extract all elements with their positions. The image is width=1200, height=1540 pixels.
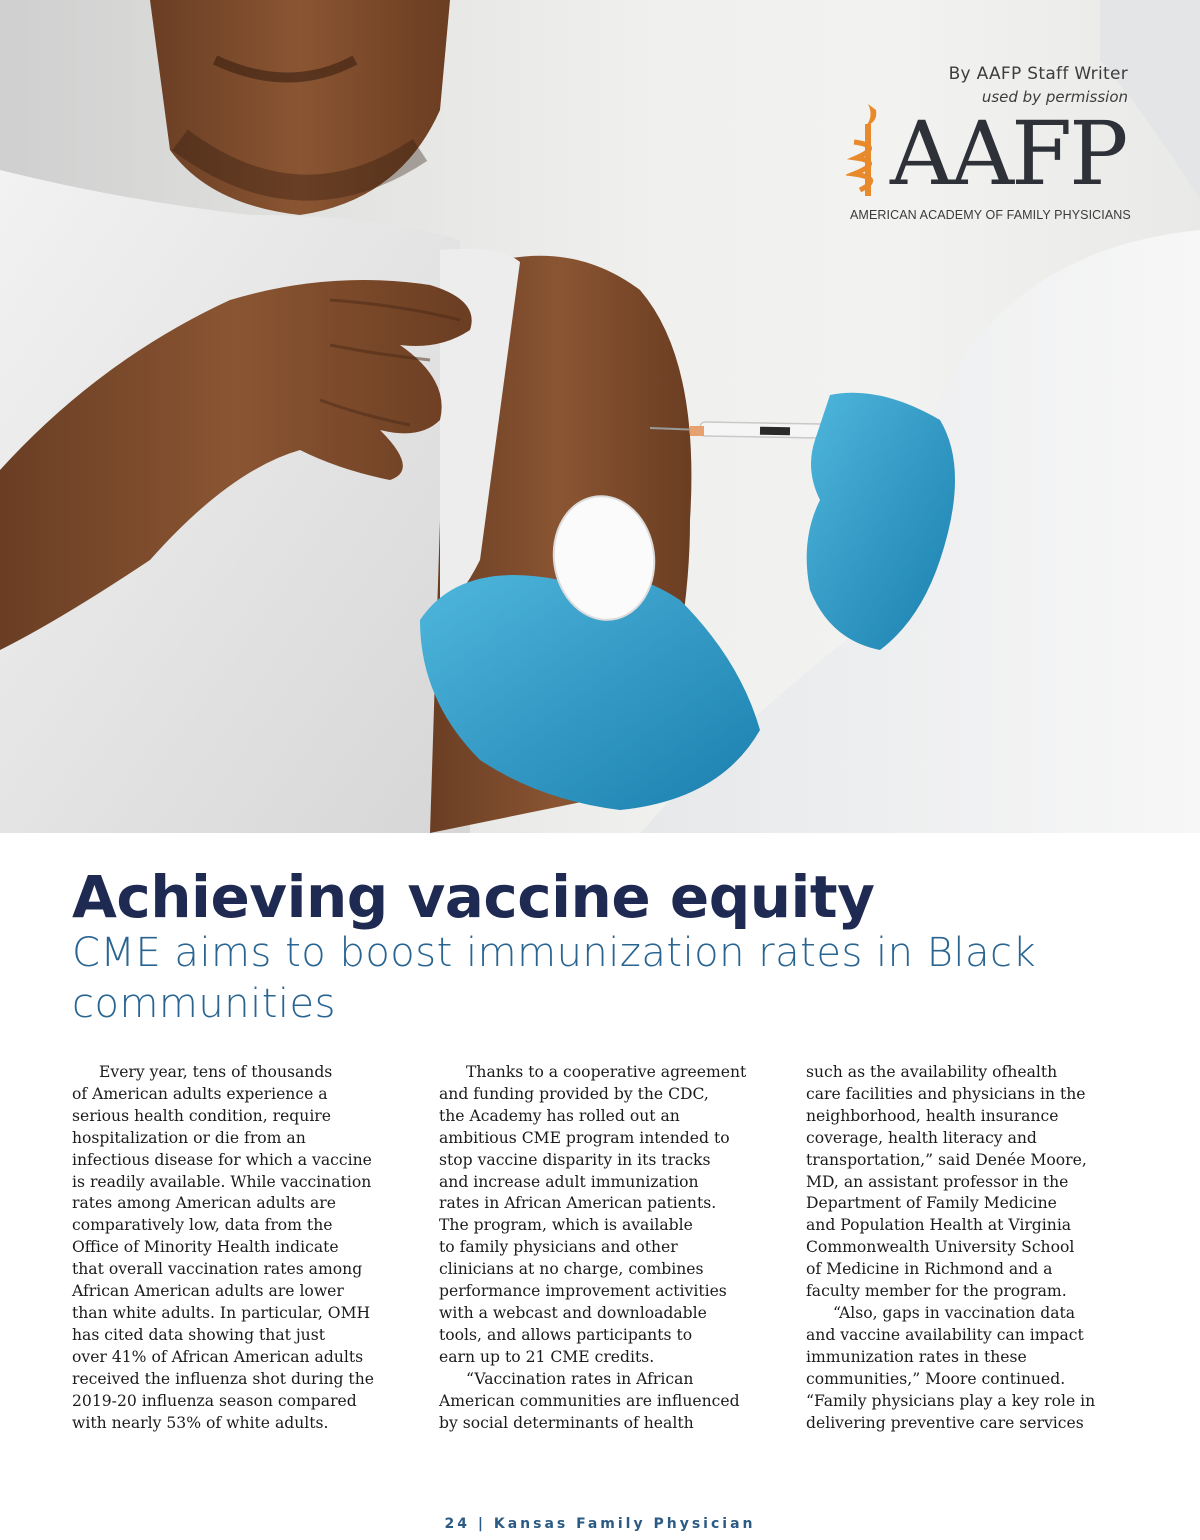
body-text-line: communities,” Moore continued.: [806, 1369, 1066, 1388]
body-text-line: neighborhood, health insurance: [806, 1106, 1059, 1125]
body-text-line: Office of Minority Health indicate: [72, 1238, 339, 1257]
body-text-line: such as the availability ofhealth: [806, 1063, 1058, 1081]
body-text-line: faculty member for the program.: [806, 1282, 1067, 1301]
body-text-line: rates among American adults are: [72, 1194, 336, 1213]
body-column-1: [72, 1062, 402, 1434]
body-text-line: Thanks to a cooperative agreement: [466, 1063, 747, 1081]
body-text-line: Department of Family Medicine: [806, 1194, 1057, 1213]
body-text-line: 2019-20 influenza season compared: [72, 1391, 357, 1410]
article-title: Achieving vaccine equity: [72, 863, 875, 931]
body-text-line: Every year, tens of thousands: [99, 1063, 333, 1081]
body-text-line: by social determinants of health: [439, 1413, 694, 1432]
body-text-line: serious health condition, require: [72, 1106, 331, 1125]
body-text-line: performance improvement activities: [439, 1282, 727, 1301]
body-text-line: the Academy has rolled out an: [439, 1106, 680, 1125]
body-text-line: over 41% of African American adults: [72, 1347, 364, 1366]
body-text-line: American communities are influenced: [439, 1391, 740, 1410]
aafp-logo: [846, 102, 1136, 228]
body-text-line: and funding provided by the CDC,: [439, 1084, 709, 1103]
body-text-line: ambitious CME program intended to: [439, 1128, 730, 1147]
body-text-line: transportation,” said Denée Moore,: [806, 1150, 1087, 1169]
body-text-line: clinicians at no charge, combines: [439, 1260, 704, 1279]
body-text-line: and Population Health at Virginia: [806, 1216, 1072, 1235]
page-folio: 24 | Kansas Family Physician: [444, 1516, 756, 1532]
body-text-line: tools, and allows participants to: [439, 1325, 693, 1344]
logo-tagline: AMERICAN ACADEMY OF FAMILY PHYSICIANS: [850, 208, 1131, 222]
body-text-line: MD, an assistant professor in the: [806, 1172, 1069, 1191]
body-text-line: coverage, health literacy and: [806, 1128, 1037, 1147]
byline-permission: used by permission: [981, 88, 1128, 106]
body-text-line: received the influenza shot during the: [72, 1369, 374, 1388]
body-text-line: and vaccine availability can impact: [806, 1325, 1084, 1344]
body-text-line: with a webcast and downloadable: [439, 1303, 707, 1322]
logo-wordmark: AAFP: [890, 102, 1126, 205]
body-text-line: “Also, gaps in vaccination data: [833, 1303, 1076, 1322]
body-text-line: is readily available. While vaccination: [72, 1172, 372, 1191]
body-text-line: of Medicine in Richmond and a: [806, 1260, 1053, 1279]
body-text-line: to family physicians and other: [439, 1238, 678, 1257]
body-text-line: with nearly 53% of white adults.: [72, 1413, 329, 1432]
body-text-line: The program, which is available: [439, 1216, 693, 1235]
body-text-line: of American adults experience a: [72, 1084, 328, 1103]
body-column-2: [439, 1062, 769, 1434]
article-subtitle: CME aims to boost immunization rates in Black communities: [72, 930, 1037, 1027]
body-column-3: [806, 1062, 1136, 1434]
body-text-line: stop vaccine disparity in its tracks: [439, 1150, 711, 1169]
body-text-line: earn up to 21 CME credits.: [439, 1347, 655, 1366]
byline: [949, 64, 1128, 106]
body-text-line: rates in African American patients.: [439, 1194, 717, 1213]
body-text-line: delivering preventive care services: [806, 1413, 1084, 1432]
body-text-line: African American adults are lower: [72, 1282, 344, 1301]
body-text-line: “Vaccination rates in African: [466, 1369, 694, 1388]
body-text-line: immunization rates in these: [806, 1347, 1027, 1366]
body-text-line: and increase adult immunization: [439, 1172, 699, 1191]
body-text-line: has cited data showing that just: [72, 1325, 325, 1344]
body-text-line: than white adults. In particular, OMH: [72, 1303, 371, 1322]
body-text-line: that overall vaccination rates among: [72, 1260, 363, 1279]
staff-of-asclepius-icon: [846, 102, 892, 198]
body-text-line: hospitalization or die from an: [72, 1128, 306, 1147]
body-text-line: “Family physicians play a key role in: [806, 1391, 1096, 1410]
body-text-line: care facilities and physicians in the: [806, 1084, 1086, 1103]
byline-writer: By AAFP Staff Writer: [948, 64, 1128, 84]
body-text-line: infectious disease for which a vaccine: [72, 1150, 372, 1169]
body-text-line: Commonwealth University School: [806, 1238, 1075, 1257]
body-text-line: comparatively low, data from the: [72, 1216, 333, 1235]
